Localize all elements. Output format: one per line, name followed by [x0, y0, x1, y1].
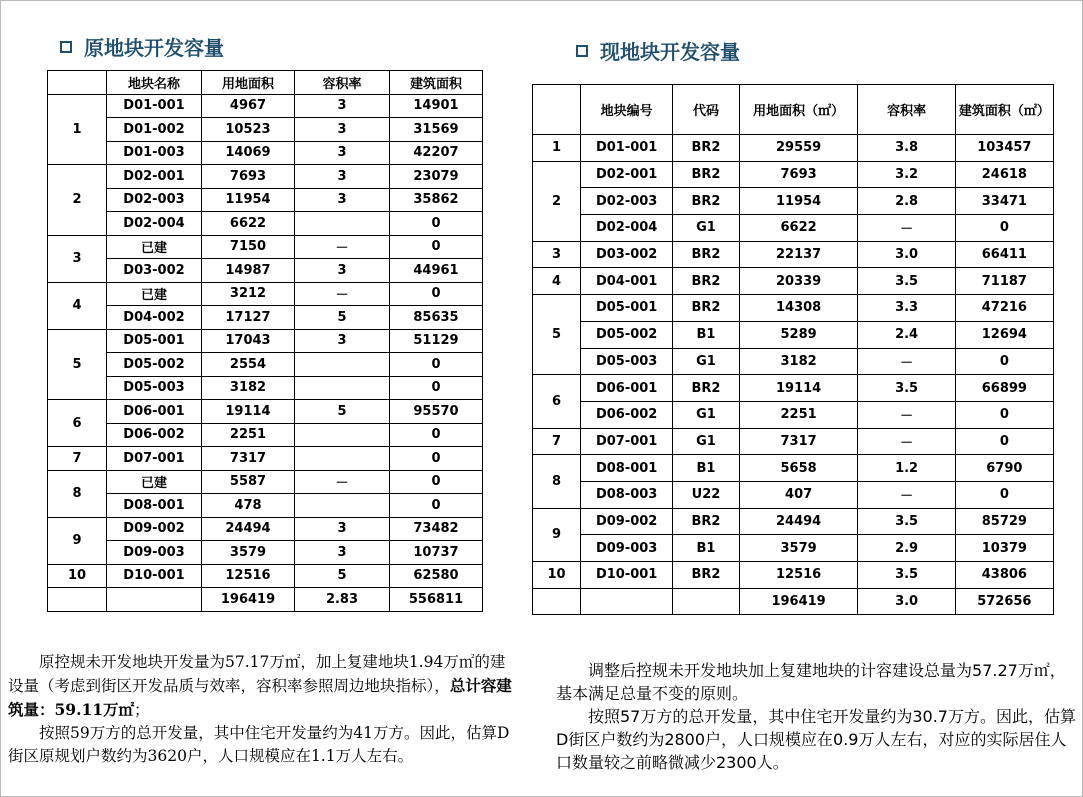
table-cell: D06-002: [107, 423, 202, 447]
table-cell: D06-002: [581, 401, 673, 428]
table-cell: D04-002: [107, 306, 202, 330]
header-cell: 建筑面积: [390, 71, 483, 95]
table-cell: 0: [390, 376, 483, 400]
table-row: [533, 241, 1054, 268]
table-cell: 12694: [955, 321, 1053, 348]
table-cell: 43806: [955, 562, 1053, 589]
right-summary-households: 按照57万方的总开发量，其中住宅开发量约为30.7万方。因此，估算D街区户数约为2800户，人口规模应在0.9万人左右，对应的实际居住人口数量较之前略微减少2300人。: [556, 707, 1076, 772]
table-cell: －: [858, 348, 955, 375]
table-cell: D05-002: [581, 321, 673, 348]
table-cell: D09-002: [581, 508, 673, 535]
square-bullet-icon: [60, 41, 72, 53]
table-row: [48, 118, 483, 142]
table-cell: 85729: [955, 508, 1053, 535]
table-row: [48, 494, 483, 518]
table-row: [48, 564, 483, 588]
table-cell: D07-001: [581, 428, 673, 455]
table-cell: D03-002: [581, 241, 673, 268]
table-cell: 44961: [390, 259, 483, 283]
table-cell: D09-003: [581, 535, 673, 562]
table-cell: 24494: [739, 508, 858, 535]
group-id-cell: 1: [48, 94, 107, 165]
table-cell: 2251: [739, 401, 858, 428]
table-cell: 3: [295, 329, 390, 353]
table-cell: D03-002: [107, 259, 202, 283]
table-cell: 5: [295, 564, 390, 588]
current-capacity-table: [532, 84, 1054, 615]
table-cell: BR2: [673, 562, 740, 589]
table-cell: －: [295, 282, 390, 306]
table-cell: [295, 423, 390, 447]
table-cell: BR2: [673, 295, 740, 322]
table-cell: 3: [295, 141, 390, 165]
table-cell: 3182: [739, 348, 858, 375]
table-row: [48, 165, 483, 189]
group-id-cell: 6: [533, 375, 581, 428]
table-cell: 3212: [202, 282, 295, 306]
table-cell: 6622: [202, 212, 295, 236]
group-id-cell: 2: [48, 165, 107, 236]
header-cell: 容积率: [858, 85, 955, 135]
table-cell: D04-001: [581, 268, 673, 295]
table-cell: 3579: [202, 541, 295, 565]
table-cell: D05-002: [107, 353, 202, 377]
table-cell: B1: [673, 535, 740, 562]
table-row: [533, 535, 1054, 562]
table-cell: 0: [390, 470, 483, 494]
header-cell: 用地面积: [202, 71, 295, 95]
table-row: [48, 517, 483, 541]
left-section-title: [60, 32, 224, 61]
table-cell: 73482: [390, 517, 483, 541]
header-cell: 容积率: [295, 71, 390, 95]
table-row: [48, 329, 483, 353]
table-cell: 14069: [202, 141, 295, 165]
header-cell-blank: [48, 71, 107, 95]
right-section-title: [576, 36, 740, 65]
table-cell: 7693: [739, 161, 858, 188]
total-cell: 196419: [202, 588, 295, 612]
table-row: [48, 141, 483, 165]
table-cell: 0: [955, 215, 1053, 242]
table-cell: 5289: [739, 321, 858, 348]
total-cell: 556811: [390, 588, 483, 612]
table-cell: 5587: [202, 470, 295, 494]
table-cell: G1: [673, 348, 740, 375]
table-cell: 7693: [202, 165, 295, 189]
table-cell: －: [295, 235, 390, 259]
table-cell: D05-001: [581, 295, 673, 322]
table-cell: 2.4: [858, 321, 955, 348]
header-cell: 代码: [673, 85, 740, 135]
table-cell: 3.5: [858, 508, 955, 535]
table-cell: [295, 494, 390, 518]
table-cell: 31569: [390, 118, 483, 142]
table-cell: 3.0: [858, 241, 955, 268]
table-row: [48, 541, 483, 565]
left-summary-households: 按照59万方的总开发量，其中住宅开发量约为41万方。因此，估算D街区原规划户数约为3620户，人口规模应在1.1万人左右。: [8, 724, 510, 765]
table-cell: 0: [390, 235, 483, 259]
table-cell: 478: [202, 494, 295, 518]
table-row: [533, 562, 1054, 589]
table-cell: 0: [390, 447, 483, 471]
table-cell: 19114: [739, 375, 858, 402]
table-cell: 407: [739, 481, 858, 508]
blank-cell: [533, 588, 581, 615]
table-cell: D01-002: [107, 118, 202, 142]
left-summary-paragraph: [8, 651, 518, 768]
right-title-text: 现地块开发容量: [600, 40, 740, 64]
table-row: [48, 259, 483, 283]
original-capacity-table: [47, 70, 483, 612]
table-cell: 95570: [390, 400, 483, 424]
total-cell: 572656: [955, 588, 1053, 615]
table-cell: 3: [295, 118, 390, 142]
table-cell: [295, 376, 390, 400]
table-cell: D01-001: [581, 135, 673, 162]
table-row: [48, 423, 483, 447]
table-cell: 14901: [390, 94, 483, 118]
table-cell: 42207: [390, 141, 483, 165]
table-cell: 3: [295, 94, 390, 118]
group-id-cell: 10: [48, 564, 107, 588]
table-row: [48, 188, 483, 212]
table-cell: B1: [673, 455, 740, 482]
left-title-text: 原地块开发容量: [84, 36, 224, 60]
table-cell: 5: [295, 400, 390, 424]
table-cell: BR2: [673, 188, 740, 215]
table-cell: D05-003: [581, 348, 673, 375]
table-cell: D06-001: [581, 375, 673, 402]
group-id-cell: 10: [533, 562, 581, 589]
left-summary-total: 总计容建筑量：59.11万㎡: [8, 676, 512, 719]
table-cell: 2.9: [858, 535, 955, 562]
group-id-cell: 8: [533, 455, 581, 508]
table-cell: D09-003: [107, 541, 202, 565]
table-cell: D02-003: [107, 188, 202, 212]
group-id-cell: 3: [48, 235, 107, 282]
table-cell: －: [295, 470, 390, 494]
table-cell: 已建: [107, 470, 202, 494]
table-cell: 0: [390, 212, 483, 236]
table-cell: 3: [295, 259, 390, 283]
table-cell: 已建: [107, 235, 202, 259]
table-cell: 71187: [955, 268, 1053, 295]
table-cell: 0: [955, 428, 1053, 455]
table-cell: 17127: [202, 306, 295, 330]
table-cell: G1: [673, 215, 740, 242]
right-summary-paragraph: [556, 659, 1076, 774]
table-cell: D08-003: [581, 481, 673, 508]
table-cell: 3182: [202, 376, 295, 400]
table-cell: 5: [295, 306, 390, 330]
table-cell: 14987: [202, 259, 295, 283]
table-cell: 29559: [739, 135, 858, 162]
table-row: [533, 428, 1054, 455]
table-row: [533, 188, 1054, 215]
table-cell: [295, 353, 390, 377]
table-row: [48, 470, 483, 494]
table-cell: 2554: [202, 353, 295, 377]
blank-cell: [581, 588, 673, 615]
table-cell: 0: [955, 481, 1053, 508]
table-cell: 10737: [390, 541, 483, 565]
table-cell: BR2: [673, 241, 740, 268]
header-cell: 用地面积（㎡）: [739, 85, 858, 135]
table-cell: G1: [673, 401, 740, 428]
table-cell: 6622: [739, 215, 858, 242]
table-cell: G1: [673, 428, 740, 455]
table-row: [533, 455, 1054, 482]
table-cell: －: [858, 428, 955, 455]
total-row: [48, 588, 483, 612]
table-cell: D08-001: [107, 494, 202, 518]
table-cell: 0: [955, 401, 1053, 428]
table-cell: 7150: [202, 235, 295, 259]
table-row: [533, 268, 1054, 295]
table-row: [48, 353, 483, 377]
table-cell: 6790: [955, 455, 1053, 482]
table-row: [48, 235, 483, 259]
table-cell: 0: [390, 353, 483, 377]
table-cell: 12516: [202, 564, 295, 588]
table-cell: BR2: [673, 268, 740, 295]
group-id-cell: 4: [533, 268, 581, 295]
table-row: [48, 212, 483, 236]
table-cell: D05-003: [107, 376, 202, 400]
table-cell: 3.3: [858, 295, 955, 322]
table-cell: 51129: [390, 329, 483, 353]
header-cell: 地块编号: [581, 85, 673, 135]
blank-cell: [673, 588, 740, 615]
table-row: [48, 282, 483, 306]
group-id-cell: 2: [533, 161, 581, 241]
table-cell: 35862: [390, 188, 483, 212]
table-cell: 3579: [739, 535, 858, 562]
table-cell: 24494: [202, 517, 295, 541]
table-cell: 3: [295, 188, 390, 212]
table-cell: 20339: [739, 268, 858, 295]
total-cell: 3.0: [858, 588, 955, 615]
table-row: [48, 94, 483, 118]
table-cell: 1.2: [858, 455, 955, 482]
group-id-cell: 7: [48, 447, 107, 471]
group-id-cell: 3: [533, 241, 581, 268]
table-cell: 3.5: [858, 268, 955, 295]
table-cell: D10-001: [107, 564, 202, 588]
table-row: [533, 135, 1054, 162]
table-cell: 4967: [202, 94, 295, 118]
group-id-cell: 6: [48, 400, 107, 447]
table-cell: 0: [390, 494, 483, 518]
table-cell: 7317: [739, 428, 858, 455]
table-cell: －: [858, 481, 955, 508]
table-cell: BR2: [673, 161, 740, 188]
right-summary-text: 调整后控规未开发地块加上复建地块的计容建设总量为57.27万㎡，基本满足总量不变的原则。: [556, 661, 1066, 703]
table-cell: 23079: [390, 165, 483, 189]
table-cell: D10-001: [581, 562, 673, 589]
group-id-cell: 5: [533, 295, 581, 375]
table-cell: BR2: [673, 135, 740, 162]
blank-cell: [107, 588, 202, 612]
total-cell: 2.83: [295, 588, 390, 612]
table-cell: U22: [673, 481, 740, 508]
table-cell: D02-004: [581, 215, 673, 242]
table-cell: D02-001: [107, 165, 202, 189]
table-cell: 0: [955, 348, 1053, 375]
table-cell: D01-001: [107, 94, 202, 118]
table-row: [533, 401, 1054, 428]
table-cell: 17043: [202, 329, 295, 353]
group-id-cell: 5: [48, 329, 107, 400]
table-cell: 10379: [955, 535, 1053, 562]
table-cell: D02-001: [581, 161, 673, 188]
table-cell: 14308: [739, 295, 858, 322]
table-row: [48, 306, 483, 330]
table-cell: D09-002: [107, 517, 202, 541]
table-cell: 3.2: [858, 161, 955, 188]
group-id-cell: 1: [533, 135, 581, 162]
table-cell: 2.8: [858, 188, 955, 215]
table-cell: 3.5: [858, 562, 955, 589]
table-cell: [295, 212, 390, 236]
table-row: [533, 321, 1054, 348]
table-cell: 62580: [390, 564, 483, 588]
table-row: [533, 375, 1054, 402]
table-row: [533, 215, 1054, 242]
table-header-row: [48, 71, 483, 95]
table-cell: BR2: [673, 508, 740, 535]
left-summary-text: 原控规未开发地块开发量为57.17万㎡，加上复建地块1.94万㎡的建设量（考虑到街区开发品质与效率，容积率参照周边地块指标），: [8, 653, 506, 695]
table-cell: BR2: [673, 375, 740, 402]
table-cell: 11954: [739, 188, 858, 215]
table-cell: 已建: [107, 282, 202, 306]
left-summary-punct: ；: [134, 701, 150, 719]
group-id-cell: 4: [48, 282, 107, 329]
header-cell-blank: [533, 85, 581, 135]
group-id-cell: 8: [48, 470, 107, 517]
table-row: [48, 400, 483, 424]
table-cell: D06-001: [107, 400, 202, 424]
table-cell: 3: [295, 541, 390, 565]
table-cell: D01-003: [107, 141, 202, 165]
table-cell: 11954: [202, 188, 295, 212]
table-cell: 0: [390, 423, 483, 447]
table-cell: D02-003: [581, 188, 673, 215]
table-cell: 10523: [202, 118, 295, 142]
blank-cell: [48, 588, 107, 612]
table-cell: 3: [295, 517, 390, 541]
table-cell: 0: [390, 282, 483, 306]
table-row: [48, 376, 483, 400]
table-row: [48, 447, 483, 471]
header-cell: 建筑面积（㎡）: [955, 85, 1053, 135]
table-cell: 24618: [955, 161, 1053, 188]
table-cell: 22137: [739, 241, 858, 268]
table-cell: D08-001: [581, 455, 673, 482]
table-cell: 12516: [739, 562, 858, 589]
table-cell: 5658: [739, 455, 858, 482]
table-cell: 3: [295, 165, 390, 189]
table-cell: 47216: [955, 295, 1053, 322]
table-cell: 66899: [955, 375, 1053, 402]
table-row: [533, 295, 1054, 322]
total-row: [533, 588, 1054, 615]
table-row: [533, 161, 1054, 188]
table-header-row: [533, 85, 1054, 135]
table-cell: D07-001: [107, 447, 202, 471]
table-cell: B1: [673, 321, 740, 348]
group-id-cell: 9: [533, 508, 581, 561]
group-id-cell: 7: [533, 428, 581, 455]
table-cell: 3.8: [858, 135, 955, 162]
table-cell: [295, 447, 390, 471]
table-cell: 85635: [390, 306, 483, 330]
table-cell: 7317: [202, 447, 295, 471]
table-cell: D02-004: [107, 212, 202, 236]
table-cell: D05-001: [107, 329, 202, 353]
total-cell: 196419: [739, 588, 858, 615]
table-row: [533, 348, 1054, 375]
group-id-cell: 9: [48, 517, 107, 564]
header-cell: 地块名称: [107, 71, 202, 95]
table-cell: －: [858, 215, 955, 242]
table-cell: 103457: [955, 135, 1053, 162]
table-cell: 3.5: [858, 375, 955, 402]
table-cell: 2251: [202, 423, 295, 447]
table-cell: －: [858, 401, 955, 428]
table-cell: 66411: [955, 241, 1053, 268]
table-row: [533, 508, 1054, 535]
table-cell: 33471: [955, 188, 1053, 215]
square-bullet-icon: [576, 45, 588, 57]
table-cell: 19114: [202, 400, 295, 424]
table-row: [533, 481, 1054, 508]
